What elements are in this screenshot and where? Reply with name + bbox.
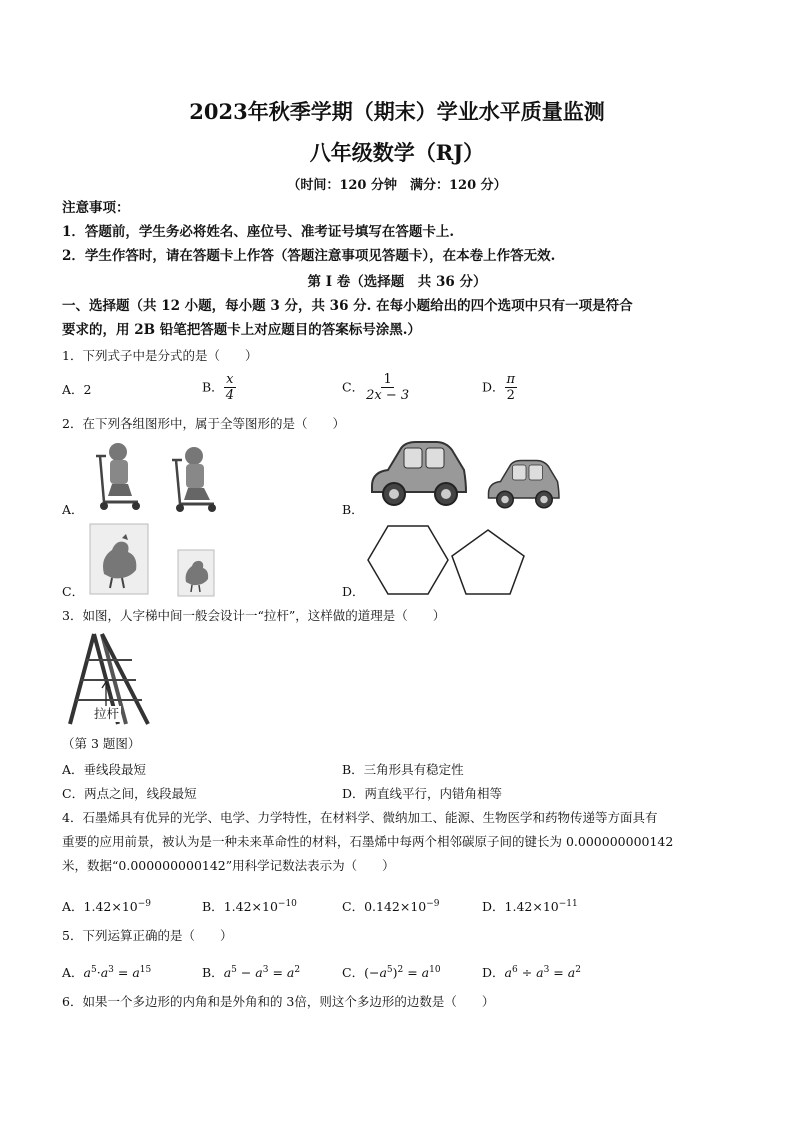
q1-c-denominator: 2x − 3	[366, 388, 410, 403]
q1-d-numerator: π	[506, 372, 516, 387]
q5-a-exp1: 5	[90, 965, 97, 975]
q5-a-base1: a	[83, 965, 91, 981]
q5-c-exp3: 10	[429, 965, 441, 975]
q4-d-exp: −11	[558, 899, 578, 909]
q4-b-label: B．	[202, 899, 224, 915]
q1-d-fraction	[505, 372, 518, 403]
q1-b-label: B．	[202, 379, 224, 395]
q4-option-b	[202, 894, 297, 917]
q5-a-exp2: 3	[108, 965, 114, 975]
q3-caption: （第 3 题图）	[62, 736, 141, 751]
q4-b-exp: −10	[277, 899, 297, 909]
q2-d-label: D．	[342, 584, 365, 599]
q4-b-base: 1.42×10	[223, 899, 278, 915]
q5-b-label: B．	[202, 965, 224, 981]
q5-option-b: B．$a^5 - a^3 = a^2$	[202, 965, 301, 981]
car-small-icon	[489, 461, 560, 508]
q1-b-fraction	[224, 372, 236, 403]
q5-c-base1: a	[379, 965, 387, 981]
q5-b-base1: a	[223, 965, 232, 981]
q5-d-base2: a	[536, 965, 544, 981]
exam-title: 2023年秋季学期（期末）学业水平质量监测	[189, 99, 605, 124]
q2-b-figure	[366, 436, 576, 516]
q3-stem: 3．如图，人字梯中间一般会设计一“拉杆”，这样做的道理是（ ）	[62, 608, 446, 623]
time-info: （时间：120 分钟 满分：120 分）	[287, 178, 507, 193]
q1-option-a	[62, 380, 91, 400]
pentagon-shape	[452, 530, 524, 594]
q5-option-d: D．$a^6 \div a^3 = a^2$	[482, 965, 581, 981]
q5-d-label: D．	[482, 965, 505, 981]
q5-d-exp1: 6	[511, 965, 518, 975]
q5-c-label: C．	[342, 965, 365, 981]
q2-a-label: A．	[62, 502, 84, 517]
q4-option-c	[342, 894, 440, 917]
q1-stem: 1．下列式子中是分式的是（ ）	[62, 348, 258, 363]
q4-c-exp: −9	[426, 899, 440, 909]
rooster-stamp-large-icon	[90, 524, 148, 594]
q5-d-base3: a	[567, 965, 576, 981]
q3-option-c: C．两点之间，线段最短	[62, 786, 197, 801]
q4-a-label: A．	[62, 899, 84, 915]
q4-option-d	[482, 894, 578, 917]
section-instruction-2: 要求的，用 2B 铅笔把答题卡上对应题目的答案标号涂黑.）	[62, 322, 421, 338]
q1-option-b	[202, 372, 236, 403]
q5-d-exp2: 3	[543, 965, 550, 975]
q1-b-numerator: x	[226, 372, 234, 387]
q5-option-a: A．$a^5\cdot a^3 = a^{15}$	[62, 965, 152, 981]
q6-stem: 6．如果一个多边形的内角和是外角和的 3倍，则这个多边形的边数是（ ）	[62, 994, 495, 1009]
rooster-stamp-small-icon	[178, 550, 214, 596]
exam-subtitle: 八年级数学（RJ）	[309, 140, 485, 165]
q4-line-3: 米，数据“0.000000000142”用科学记数法表示为（ ）	[62, 858, 395, 873]
q4-line-1: 4．石墨烯具有优异的光学、电学、力学特性，在材料学、微纳加工、能源、生物医学和药物传递等方面具有	[62, 810, 658, 825]
section-instruction-1: 一、选择题（共 12 小题，每小题 3 分，共 36 分. 在每小题给出的四个选项中只有一项是符合	[62, 298, 633, 314]
q3-option-a: A．垂线段最短	[62, 762, 147, 777]
q5-a-label: A．	[62, 965, 84, 981]
q1-c-label: C．	[342, 379, 365, 395]
q4-d-label: D．	[482, 899, 505, 915]
section-title: 第 I 卷（选择题 共 36 分）	[307, 274, 487, 290]
q5-b-exp3: 2	[294, 965, 301, 975]
q1-a-value: 2	[83, 382, 92, 397]
car-large-icon	[372, 442, 466, 505]
q1-option-c	[342, 372, 411, 403]
q2-a-figure	[88, 438, 228, 514]
q3-option-d: D．两直线平行，内错角相等	[342, 786, 503, 801]
q1-a-label: A．	[62, 382, 84, 397]
q5-a-base3: a	[132, 965, 140, 981]
q1-option-d	[482, 372, 517, 403]
q4-a-base: 1.42×10	[83, 899, 138, 915]
q1-b-denominator: 4	[225, 388, 234, 403]
q4-d-base: 1.42×10	[504, 899, 559, 915]
scooter-boy-small-icon	[172, 447, 216, 512]
q2-d-figure	[366, 520, 536, 600]
q5-b-base3: a	[286, 965, 295, 981]
q5-b-exp2: 3	[262, 965, 269, 975]
q5-c-exp2: 2	[397, 965, 404, 975]
q1-c-fraction	[364, 372, 411, 403]
q2-stem: 2．在下列各组图形中，属于全等图形的是（ ）	[62, 416, 345, 431]
q5-b-exp1: 5	[231, 965, 237, 975]
q1-c-numerator: 1	[383, 372, 392, 387]
q5-d-exp3: 2	[575, 965, 581, 975]
q2-c-figure	[88, 522, 228, 598]
q4-a-exp: −9	[137, 899, 152, 909]
q5-c-exp1: 5	[386, 965, 393, 975]
notes-item-1: 1．答题前，学生务必将姓名、座位号、准考证号填写在答题卡上.	[62, 224, 455, 240]
q5-a-base2: a	[100, 965, 109, 981]
q3-option-b: B．三角形具有稳定性	[342, 762, 464, 777]
q3-figure-label: 拉杆	[94, 706, 120, 721]
q4-c-base: 0.142×10	[364, 899, 427, 915]
notes-heading: 注意事项：	[62, 200, 130, 216]
q1-d-denominator: 2	[506, 388, 515, 403]
q5-b-base2: a	[255, 965, 263, 981]
q4-option-a	[62, 894, 151, 917]
q5-option-c: C．$(-a^5)^2 = a^{10}$	[342, 965, 441, 981]
q2-c-label: C．	[62, 584, 85, 599]
q5-c-base2: a	[421, 965, 430, 981]
q5-a-exp3: 15	[139, 965, 152, 975]
hexagon-shape	[368, 526, 448, 594]
q5-d-base1: a	[504, 965, 512, 981]
notes-item-2: 2．学生作答时，请在答题卡上作答（答题注意事项见答题卡），在本卷上作答无效.	[62, 248, 556, 264]
q5-stem: 5．下列运算正确的是（ ）	[62, 928, 233, 943]
q1-d-label: D．	[482, 379, 505, 395]
q2-b-label: B．	[342, 502, 364, 517]
q4-c-label: C．	[342, 899, 365, 915]
scooter-boy-large-icon	[96, 443, 140, 510]
q4-line-2: 重要的应用前景，被认为是一种未来革命性的材料，石墨烯中每两个相邻碳原子间的键长为 0.000000000142	[62, 834, 674, 849]
